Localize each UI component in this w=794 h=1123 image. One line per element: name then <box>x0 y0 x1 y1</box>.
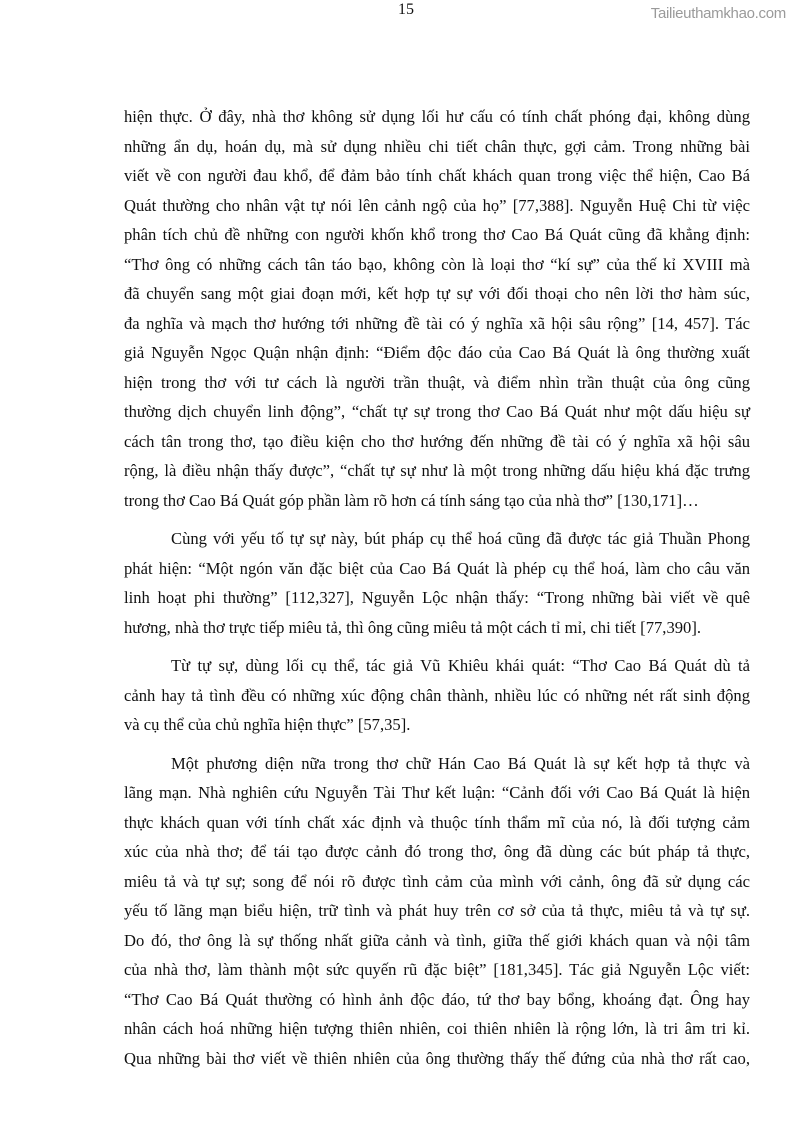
text-line: những ẩn dụ, hoán dụ, mà sử dụng nhiều chi tiết chân thực, gợi cảm. Trong những bài <box>124 136 750 156</box>
text-line: cảnh hay tả tình đều có những xúc động chân thành, nhiều lúc có những nét rất sinh động <box>124 685 750 705</box>
text-line: Một phương diện nữa trong thơ chữ Hán Cao Bá Quát là sự kết hợp tả thực và <box>171 753 750 773</box>
text-line: trong thơ Cao Bá Quát góp phần làm rõ hơn cá tính sáng tạo của nhà thơ” [130,171]… <box>124 490 699 510</box>
text-line: thường dịch chuyển linh động”, “chất tự sự trong thơ Cao Bá Quát như một dấu hiệu sự <box>124 402 750 421</box>
text-line: lãng mạn. Nhà nghiên cứu Nguyễn Tài Thư kết luận: “Cảnh đối với Cao Bá Quát là hiện <box>124 783 750 802</box>
text-line: của nhà thơ, làm thành một sức quyến rũ đặc biệt” [181,345]. Tác giả Nguyễn Lộc viết: <box>124 960 750 979</box>
text-line: đã chuyển sang một giai đoạn mới, kết hợp tự sự với đối thoại cho nên lời thơ hàm súc, <box>124 284 750 303</box>
text-line: rộng, là điều nhận thấy được”, “chất tự sự như là một trong những dấu hiệu khá đặc trưng <box>124 461 750 480</box>
text-line: thực khách quan với tính chất xác định và thuộc tính thẩm mĩ của nó, là đối tượng cảm <box>124 812 750 832</box>
text-line: xúc của nhà thơ; để tái tạo được cảnh đó trong thơ, ông đã dùng các bút pháp tả thực, <box>124 842 750 861</box>
text-line: miêu tả và tự sự; song để nói rõ được tình cảm của mình với cảnh, ông đã sử dụng các <box>124 871 750 891</box>
text-line: Quát thường cho nhân vật tự nói lên cảnh ngộ của họ” [77,388]. Nguyễn Huệ Chi từ việc <box>124 195 750 215</box>
text-line: phân tích chủ đề những con người khốn khổ trong thơ Cao Bá Quát cũng đã khẳng định: <box>124 225 750 244</box>
text-line: và cụ thể của chủ nghĩa hiện thực” [57,35]. <box>124 715 411 734</box>
text-line: giả Nguyễn Ngọc Quận nhận định: “Điểm độc đáo của Cao Bá Quát là ông thường xuất <box>124 343 750 362</box>
text-line: Từ tự sự, dùng lối cụ thể, tác giả Vũ Khiêu khái quát: “Thơ Cao Bá Quát dù tả <box>171 656 750 675</box>
text-line: đa nghĩa và mạch thơ hướng tới những đề tài có ý nghĩa xã hội sâu rộng” [14, 457]. Tác <box>124 313 750 333</box>
text-line: Qua những bài thơ viết về thiên nhiên của ông thường thấy thế đứng của nhà thơ rất cao, <box>124 1048 750 1068</box>
text-line: phát hiện: “Một ngón văn đặc biệt của Cao Bá Quát là phép cụ thể hoá, làm cho câu văn <box>124 558 750 578</box>
text-line: hiện trong thơ với tư cách là người trần thuật, và điểm nhìn trần thuật của ông cũng <box>124 372 750 392</box>
paragraph <box>124 524 750 642</box>
paragraph <box>124 651 750 740</box>
document-body <box>124 102 750 1082</box>
page-number: 15 <box>398 1 414 18</box>
watermark: Tailieuthamkhao.com <box>650 5 786 22</box>
paragraph <box>124 102 750 515</box>
text-line: Cùng với yếu tố tự sự này, bút pháp cụ thể hoá cũng đã được tác giả Thuần Phong <box>171 529 750 548</box>
text-line: nhân cách hoá những hiện tượng thiên nhiên, coi thiên nhiên là rộng lớn, là tri âm tri kỉ. <box>124 1019 750 1038</box>
text-line: linh hoạt phi thường” [112,327], Nguyễn Lộc nhận thấy: “Trong những bài viết về quê <box>124 588 750 607</box>
text-line: hương, nhà thơ trực tiếp miêu tả, thì ông cũng miêu tả một cách tỉ mỉ, chi tiết [77,390]. <box>124 617 702 637</box>
paragraph <box>124 749 750 1074</box>
text-line: cách tân trong thơ, tạo điều kiện cho thơ hướng đến những đề tài có ý nghĩa xã hội sâu <box>124 431 750 451</box>
text-line: Do đó, thơ ông là sự thống nhất giữa cảnh và tình, giữa thế giới khách quan và nội tâm <box>124 930 750 950</box>
text-line: “Thơ ông có những cách tân táo bạo, không còn là loại thơ “kí sự” của thế kỉ XVIII mà <box>124 254 750 274</box>
text-line: “Thơ Cao Bá Quát thường có hình ảnh độc đáo, tứ thơ bay bổng, khoáng đạt. Ông hay <box>124 989 750 1009</box>
text-line: viết về con người đau khổ, để đảm bảo tính chất khách quan trong việc thể hiện, Cao Bá <box>124 166 750 185</box>
text-line: hiện thực. Ở đây, nhà thơ không sử dụng lối hư cấu có tính chất phóng đại, không dùng <box>124 107 750 126</box>
text-line: yếu tố lãng mạn biểu hiện, trữ tình và phát huy trên cơ sở của tả thực, miêu tả và tự sự. <box>124 901 750 920</box>
